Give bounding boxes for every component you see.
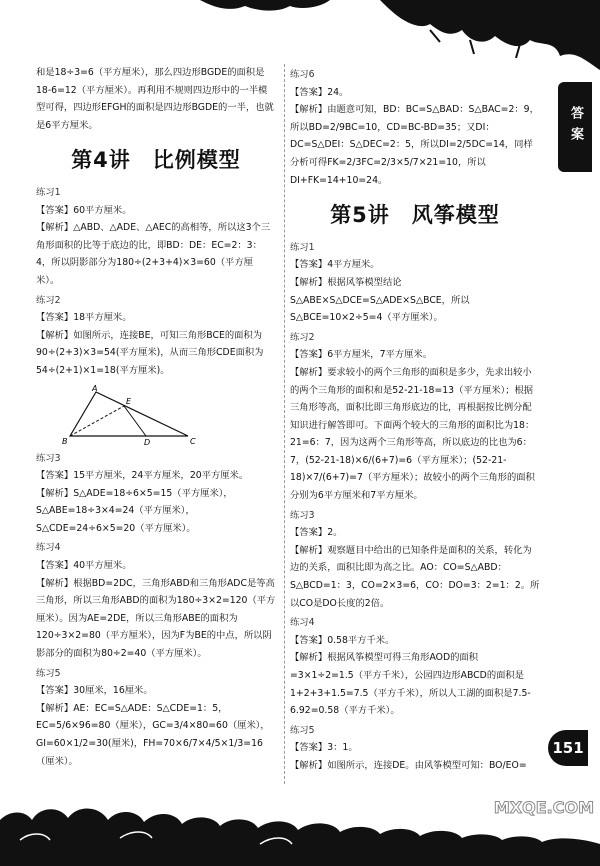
practice-block: [290, 722, 540, 775]
figure-label-b: B: [62, 436, 68, 446]
practice-label: 练习2: [290, 331, 315, 343]
practice-analysis: 【解析】如图所示，连接BE，可知三角形BCE的面积为90÷(2+3)×3=54(平方厘米)，从而三角形CDE面积为54÷(2+1)×1=18(平方厘米)。: [36, 329, 264, 376]
figure-label-a: A: [92, 383, 98, 393]
answer-side-tab: 答案: [558, 82, 592, 172]
practice-answer: 【答案】24。: [290, 86, 349, 98]
section-title-lecture-5: 第5讲 风筝模型: [330, 203, 500, 228]
practice-label: 练习1: [36, 186, 61, 198]
practice-block: [36, 665, 276, 771]
practice-block: [36, 450, 276, 538]
practice-analysis: 【解析】如图所示，连接DE。由风筝模型可知：BO/EO=: [290, 759, 527, 771]
page-number: 151: [548, 730, 588, 766]
practice-analysis: 【解析】AE：EC=S△ADE：S△CDE=1：5，EC=5/6×96=80（厘米），GC=3/4×80=60（厘米），GI=60×1/2=30(厘米)，FH=70×6/7×4/5×1/3=16（厘米）。: [36, 702, 270, 767]
triangle-figure: [62, 384, 202, 446]
practice-block: [290, 239, 540, 327]
bottom-cloud-decoration: [0, 780, 600, 866]
watermark-text: MXQE.COM: [493, 798, 594, 817]
practice-label: 练习6: [290, 69, 315, 80]
practice-answer: 【答案】60平方厘米。: [36, 204, 132, 216]
practice-block: [290, 507, 540, 613]
practice-label: 练习5: [36, 667, 61, 679]
practice-answer: 【答案】6平方厘米，7平方厘米。: [290, 349, 432, 361]
practice-block: [290, 329, 540, 505]
practice-block: [36, 539, 276, 662]
practice-analysis: 【解析】根据风筝模型可得三角形AOD的面积=3×1÷2=1.5（平方千米），公园四边形ABCD的面积是1+2+3+1.5=7.5（平方千米），所以人工湖的面积是7.5-6.92=0.58（平方千米）。: [290, 652, 531, 717]
practice-label: 练习1: [290, 241, 315, 253]
practice-analysis: 【解析】观察题目中给出的已知条件是面积的关系，转化为边的关系，面积比即为高之比。AO：CO=S△ABD：S△BCD=1：3，CO=2×3=6，CO：DO=3：2=1：2。所以CO是DO长度的2倍。: [290, 544, 540, 609]
practice-label: 练习4: [36, 542, 61, 554]
practice-label: 练习4: [290, 617, 315, 629]
practice-analysis: 【解析】△ABD、△ADE、△AEC的高相等，所以这3个三角形面积的比等于底边的比，即BD：DE：EC=2：3：4，所以阴影部分为180÷(2+3+4)×3=60（平方厘米）。: [36, 222, 271, 286]
practice-answer: 【答案】4平方厘米。: [290, 259, 380, 271]
practice-analysis: 【解析】S△ADE=18÷6×5=15（平方厘米），S△ABE=18÷3×4=24（平方厘米），S△CDE=24÷6×5=20（平方厘米）。: [36, 487, 233, 534]
intro-paragraph: 和是18÷3=6（平方厘米），那么四边形BGDE的面积是18-6=12（平方厘米）。再利用不规则四边形中的一半模型可得，四边形EFGH的面积是四边形BGDE的一半，也就是6平方厘米。: [36, 67, 274, 131]
figure-label-e: E: [126, 396, 132, 406]
practice-answer: 【答案】3：1。: [290, 742, 358, 754]
practice-analysis: 【解析】根据风筝模型结论S△ABE×S△DCE=S△ADE×S△BCE，所以S△BCE=10×2÷5=4（平方厘米）。: [290, 276, 470, 324]
figure-label-c: C: [190, 436, 196, 446]
left-column: [36, 64, 276, 770]
practice-label: 练习3: [290, 509, 315, 521]
practice-answer: 【答案】18平方厘米。: [36, 312, 132, 324]
right-column: [290, 64, 540, 775]
practice-answer: 【答案】0.58平方千米。: [290, 634, 395, 646]
practice-label: 练习5: [290, 724, 315, 736]
practice-block: [36, 292, 276, 446]
practice-answer: 【答案】40平方厘米。: [36, 560, 132, 572]
practice-answer: 【答案】15平方厘米，24平方厘米，20平方厘米。: [36, 470, 249, 482]
practice-analysis: 【解析】根据BD=2DC，三角形ABD和三角形ADC是等高三角形，所以三角形ABD的面积为180÷3×2=120（平方厘米）。因为AE=2DE，所以三角形ABE的面积为120÷3×2=80（平方厘米），因为F为BE的中点，所以阴影部分的面积为80÷2=40（平方厘米）。: [36, 577, 276, 660]
practice-analysis: 【解析】由题意可知，BD：BC=S△BAD：S△BAC=2：9，所以BD=2/9BC=10，CD=BC-BD=35；又DI：DC=S△DEI：S△DEC=2：5，所以DI=2/5DC=14，同样分析可得FK=2/3FC=2/3×5/7×21=10，所以DI+FK=14+10=24。: [290, 104, 539, 186]
top-decoration: [0, 0, 600, 72]
figure-label-d: D: [144, 437, 151, 446]
section-title-lecture-4: 第4讲 比例模型: [71, 148, 241, 173]
practice-analysis: 【解析】要求较小的两个三角形的面积是多少，先求出较小的两个三角形的面积和是52-21-18=13（平方厘米）；根据三角形等高，面积比即三角形底边的比，再根据按比例分配知识进行解答即可。下面两个较大的三角形的面积比为18：21=6：7，因为这两个三角形等高，所以底边的比也为6：7，(52-21-18)×6/(6+7)=6（平方厘米）；(52-21-18)×7/(6+7)=7（平方厘米）；故较小的两个三角形的面积分别为6平方厘米和7平方厘米。: [290, 366, 535, 502]
practice-label: 练习2: [36, 294, 61, 306]
practice-block: [290, 614, 540, 720]
practice-label: 练习3: [36, 452, 61, 464]
practice-block: [36, 184, 276, 290]
practice-answer: 【答案】2。: [290, 527, 343, 539]
column-divider: [284, 64, 285, 784]
practice-answer: 【答案】30厘米，16厘米。: [36, 685, 153, 697]
